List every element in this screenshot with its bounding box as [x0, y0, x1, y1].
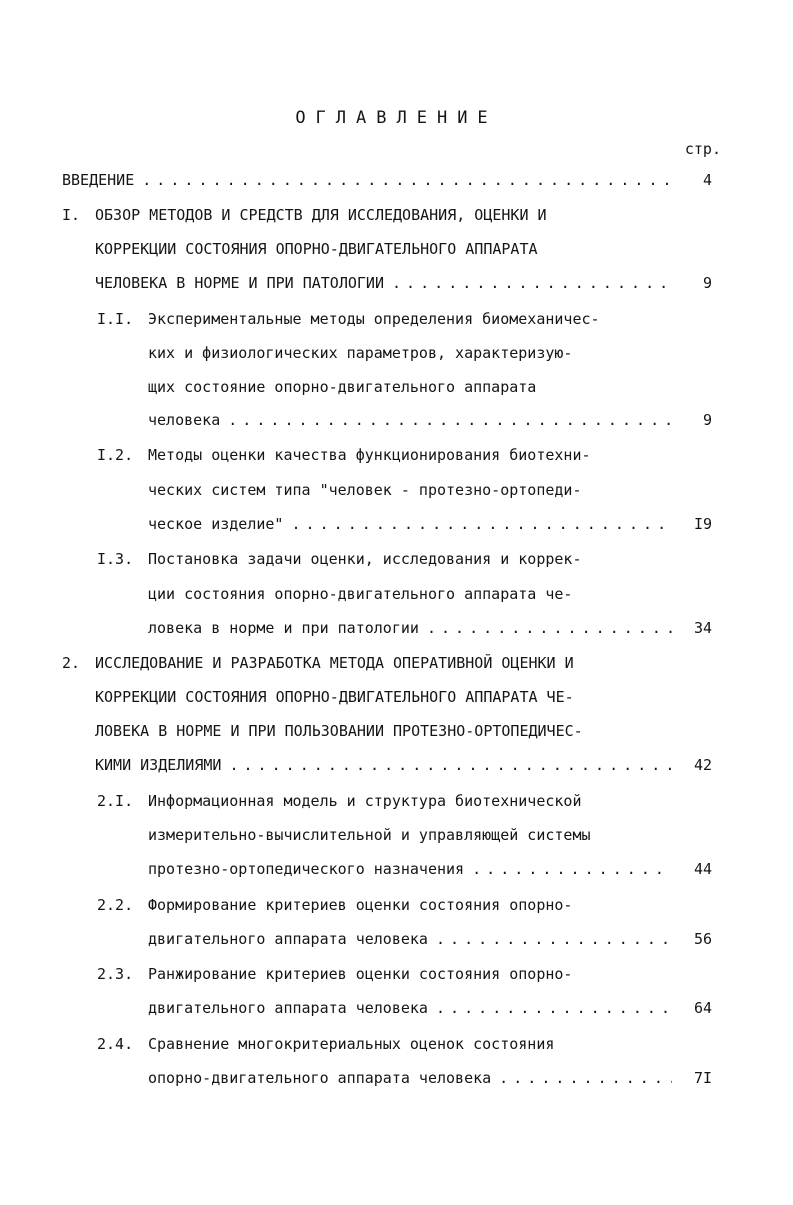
dot-leader — [134, 168, 672, 192]
toc-line: протезно-ортопедического назначения — [148, 860, 465, 878]
toc-entry-intro — [62, 168, 672, 192]
toc-line: ловека в норме и при патологии — [148, 619, 419, 637]
dot-leader — [428, 927, 672, 951]
toc-line: двигательного аппарата человека — [148, 930, 428, 948]
dot-leader — [464, 857, 672, 881]
toc-page-number: 9 — [702, 274, 712, 292]
toc-title: ОГЛАВЛЕНИЕ — [295, 108, 498, 128]
toc-line: ЛОВЕКА В НОРМЕ И ПРИ ПОЛЬЗОВАНИИ ПРОТЕЗНО-ОРТОПЕДИЧЕС- — [95, 722, 583, 740]
toc-line: опорно-двигательного аппарата человека — [148, 1069, 492, 1087]
section-number: 2.2. — [97, 896, 134, 914]
toc-line: человека — [148, 411, 221, 429]
chapter-number: 2. — [62, 654, 81, 672]
section-number: 2.3. — [97, 965, 134, 983]
toc-line: ЧЕЛОВЕКА В НОРМЕ И ПРИ ПАТОЛОГИИ — [95, 274, 384, 292]
section-number: I.I. — [97, 310, 134, 328]
dot-leader — [491, 1066, 672, 1090]
toc-page-number: 4 — [702, 171, 712, 189]
toc-line: ОБЗОР МЕТОДОВ И СРЕДСТВ ДЛЯ ИССЛЕДОВАНИЯ, ОЦЕНКИ И — [95, 206, 547, 224]
toc-line: Сравнение многокритериальных оценок состояния — [148, 1035, 555, 1053]
toc-entry-s12 — [148, 512, 672, 536]
toc-line: измерительно-вычислительной и управляющей системы — [148, 826, 591, 844]
toc-entry-s24 — [148, 1066, 672, 1090]
toc-line: ИССЛЕДОВАНИЕ И РАЗРАБОТКА МЕТОДА ОПЕРАТИВНОЙ ОЦЕНКИ И — [95, 654, 574, 672]
toc-entry-ch2 — [95, 753, 672, 777]
dot-leader — [220, 408, 672, 432]
section-number: I.3. — [97, 550, 134, 568]
toc-line: ции состояния опорно-двигательного аппарата че- — [148, 585, 573, 603]
toc-line: КИМИ ИЗДЕЛИЯМИ — [95, 756, 222, 774]
toc-entry-ch1 — [95, 271, 672, 295]
toc-line: ких и физиологических параметров, характеризую- — [148, 344, 573, 362]
toc-line: Методы оценки качества функционирования биотехни- — [148, 446, 591, 464]
toc-entry-s21 — [148, 857, 672, 881]
dot-leader — [419, 616, 672, 640]
toc-page-number: 56 — [693, 930, 712, 948]
section-number: I.2. — [97, 446, 134, 464]
toc-page-number: 9 — [702, 411, 712, 429]
dot-leader — [428, 996, 672, 1020]
toc-entry-s11 — [148, 408, 672, 432]
toc-line: Информационная модель и структура биотехнической — [148, 792, 582, 810]
toc-line: Ранжирование критериев оценки состояния опорно- — [148, 965, 573, 983]
toc-entry-s23 — [148, 996, 672, 1020]
toc-entry-text: ВВЕДЕНИЕ — [62, 171, 135, 189]
toc-page-number: I9 — [693, 515, 712, 533]
toc-line: Формирование критериев оценки состояния опорно- — [148, 896, 573, 914]
dot-leader — [221, 753, 672, 777]
dot-leader — [283, 512, 672, 536]
section-number: 2.I. — [97, 792, 134, 810]
toc-line: ческое изделие" — [148, 515, 284, 533]
toc-line: КОРРЕКЦИИ СОСТОЯНИЯ ОПОРНО-ДВИГАТЕЛЬНОГО АППАРАТА — [95, 240, 538, 258]
toc-entry-s13 — [148, 616, 672, 640]
page-column-label: стр. — [684, 140, 721, 158]
chapter-number: I. — [62, 206, 81, 224]
dot-leader — [384, 271, 672, 295]
toc-line: Экспериментальные методы определения биомеханичес- — [148, 310, 600, 328]
toc-page-number: 64 — [693, 999, 712, 1017]
toc-line: Постановка задачи оценки, исследования и коррек- — [148, 550, 582, 568]
toc-entry-s22 — [148, 927, 672, 951]
toc-page-number: 7I — [693, 1069, 712, 1087]
toc-line: щих состояние опорно-двигательного аппарата — [148, 378, 537, 396]
toc-page-number: 44 — [693, 860, 712, 878]
toc-line: двигательного аппарата человека — [148, 999, 428, 1017]
toc-line: ческих систем типа "человек - протезно-ортопеди- — [148, 481, 582, 499]
toc-page-number: 34 — [693, 619, 712, 637]
toc-page-number: 42 — [693, 756, 712, 774]
toc-line: КОРРЕКЦИИ СОСТОЯНИЯ ОПОРНО-ДВИГАТЕЛЬНОГО АППАРАТА ЧЕ- — [95, 688, 574, 706]
section-number: 2.4. — [97, 1035, 134, 1053]
